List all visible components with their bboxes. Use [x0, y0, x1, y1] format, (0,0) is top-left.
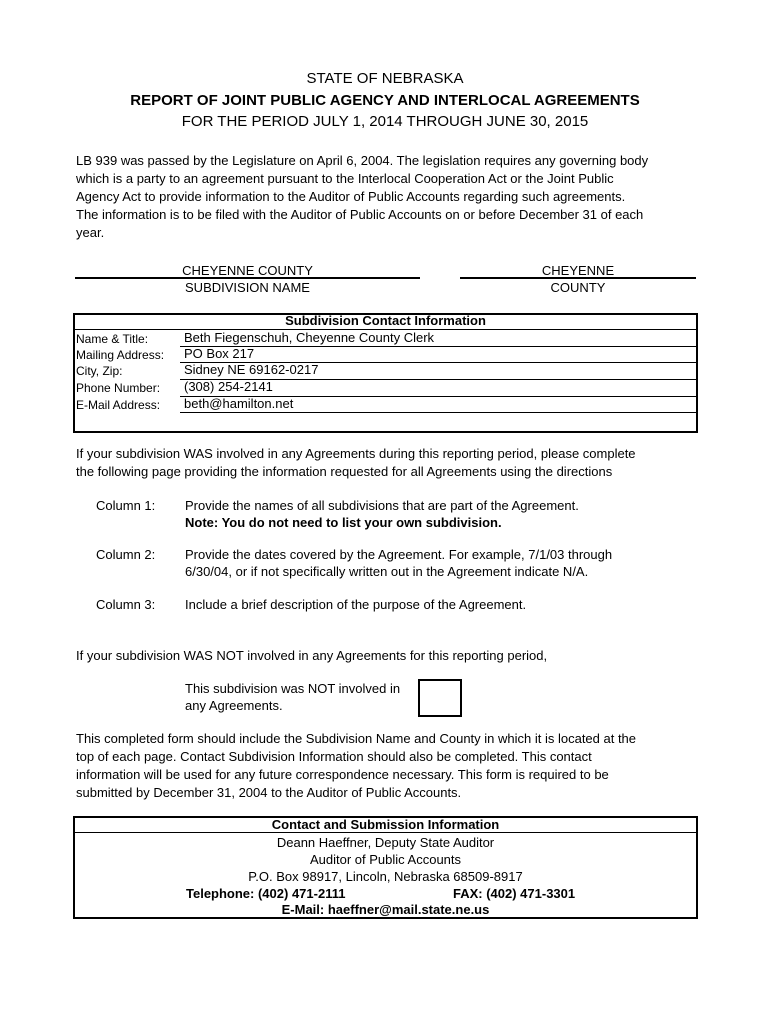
column-1-text: Provide the names of all subdivisions that are part of the Agreement.	[185, 498, 579, 513]
completion-line: submitted by December 31, 2004 to the Auditor of Public Accounts.	[76, 785, 462, 800]
intro-paragraph	[76, 152, 696, 242]
column-2-directions	[185, 546, 685, 580]
completion-line: top of each page. Contact Subdivision Information should also be completed. This contact	[76, 749, 592, 764]
subdivision-name-label: SUBDIVISION NAME	[185, 280, 310, 295]
involved-instructions	[76, 445, 696, 481]
subdivision-name-field[interactable]: CHEYENNE COUNTY	[182, 263, 313, 278]
county-block	[460, 262, 696, 296]
intro-line: LB 939 was passed by the Legislature on April 6, 2004. The legislation requires any governing body	[76, 153, 649, 168]
phone-number-label: Phone Number:	[76, 381, 161, 395]
column-1-note: Note: You do not need to list your own subdivision.	[185, 515, 502, 530]
auditor-name: Deann Haeffner, Deputy State Auditor	[276, 835, 495, 850]
auditor-fax: FAX: (402) 471-3301	[453, 886, 576, 901]
involved-line: If your subdivision WAS involved in any Agreements during this reporting period, please complete	[76, 446, 636, 461]
subdivision-name-block	[75, 262, 420, 296]
state-heading: STATE OF NEBRASKA	[306, 70, 464, 87]
city-zip-label: City, Zip:	[76, 364, 123, 378]
not-involved-instructions: If your subdivision WAS NOT involved in any Agreements for this reporting period,	[76, 648, 548, 663]
mailing-address-label: Mailing Address:	[76, 348, 165, 362]
county-label: COUNTY	[550, 280, 606, 295]
column-2-text: Provide the dates covered by the Agreement. For example, 7/1/03 through	[185, 547, 613, 562]
reporting-period: FOR THE PERIOD JULY 1, 2014 THROUGH JUNE 30, 2015	[181, 113, 589, 130]
intro-line: The information is to be filed with the Auditor of Public Accounts on or before December 31 of each	[76, 207, 644, 222]
intro-line: Agency Act to provide information to the Auditor of Public Accounts regarding such agreements.	[76, 189, 626, 204]
completion-line: information will be used for any future correspondence necessary. This form is required to be	[76, 767, 609, 782]
intro-line: year.	[76, 225, 105, 240]
column-1-label: Column 1:	[96, 498, 156, 513]
auditor-address: P.O. Box 98917, Lincoln, Nebraska 68509-8917	[248, 869, 523, 884]
submission-title-divider	[73, 832, 696, 833]
not-involved-text: This subdivision was NOT involved in	[185, 681, 401, 696]
column-2-label: Column 2:	[96, 547, 156, 562]
column-2-text: 6/30/04, or if not specifically written out in the Agreement indicate N/A.	[185, 564, 589, 579]
contact-info-title: Subdivision Contact Information	[285, 313, 486, 328]
email-address-field[interactable]: beth@hamilton.net	[184, 396, 294, 411]
field-underline	[180, 412, 696, 413]
auditor-telephone: Telephone: (402) 471-2111	[186, 886, 346, 901]
report-title: REPORT OF JOINT PUBLIC AGENCY AND INTERLOCAL AGREEMENTS	[130, 92, 640, 109]
column-1-directions	[185, 497, 685, 531]
submission-info-title: Contact and Submission Information	[271, 817, 500, 832]
field-underline	[180, 346, 696, 347]
not-involved-statement	[185, 680, 425, 714]
involved-line: the following page providing the information requested for all Agreements using the directions	[76, 464, 613, 479]
completion-line: This completed form should include the Subdivision Name and County in which it is located at the	[76, 731, 637, 746]
intro-line: which is a party to an agreement pursuant to the Interlocal Cooperation Act or the Joint Public	[76, 171, 614, 186]
email-address-label: E-Mail Address:	[76, 398, 161, 412]
not-involved-checkbox[interactable]	[418, 679, 462, 717]
completion-instructions	[76, 730, 696, 802]
name-title-field[interactable]: Beth Fiegenschuh, Cheyenne County Clerk	[184, 330, 435, 345]
mailing-address-field[interactable]: PO Box 217	[184, 346, 255, 361]
auditor-office: Auditor of Public Accounts	[309, 852, 462, 867]
column-3-label: Column 3:	[96, 597, 156, 612]
subdivision-name-underline	[75, 277, 420, 279]
county-underline	[460, 277, 696, 279]
county-field[interactable]: CHEYENNE	[541, 263, 615, 278]
not-involved-text: any Agreements.	[185, 698, 283, 713]
phone-number-field[interactable]: (308) 254-2141	[184, 379, 273, 394]
city-zip-field[interactable]: Sidney NE 69162-0217	[184, 362, 319, 377]
auditor-email: E-Mail: haeffner@mail.state.ne.us	[281, 902, 490, 917]
column-3-directions: Include a brief description of the purpose of the Agreement.	[185, 597, 527, 612]
name-title-label: Name & Title:	[76, 332, 149, 346]
